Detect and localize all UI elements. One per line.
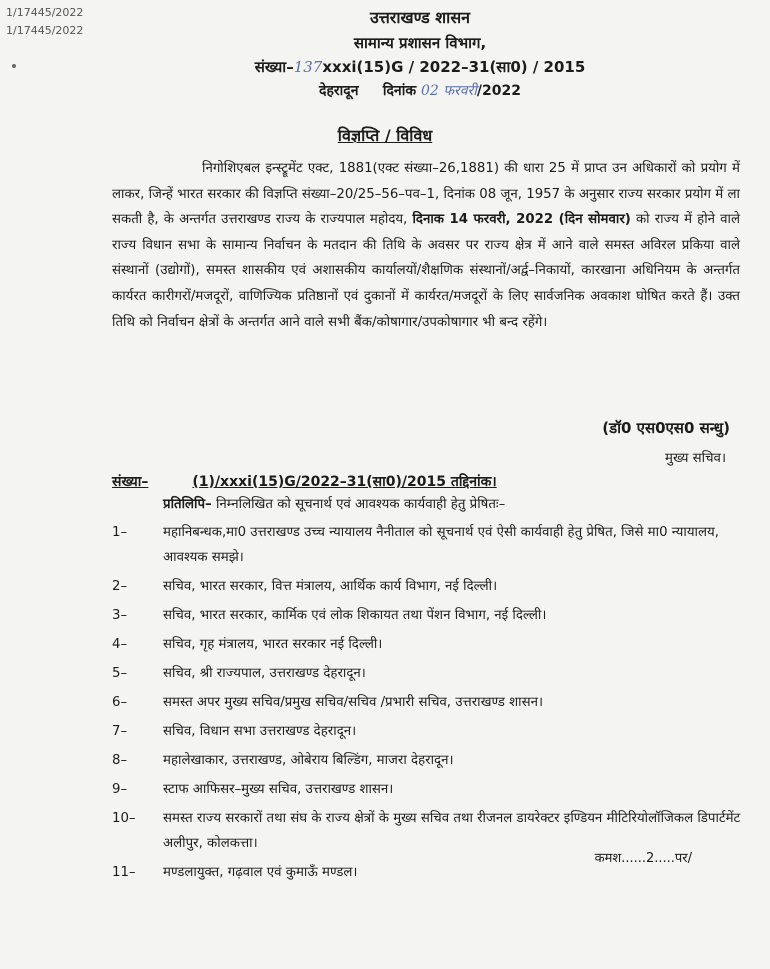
copy-label: प्रतिलिपि– — [163, 497, 212, 512]
copy-reference-line — [112, 472, 497, 491]
signatory-designation: मुख्य सचिव। — [665, 451, 726, 466]
date-year: /2022 — [476, 83, 521, 99]
date-handwritten: 02 फरवरी — [420, 83, 477, 99]
list-num: 11– — [112, 865, 136, 880]
list-text: समस्त राज्य सरकारों तथा संघ के राज्य क्षेत्रों के मुख्य सचिव तथा रीजनल डायरेक्टर इण्डियन मीटिरियोलॉजिकल डिपार्टमेंट अलीपुर, कोलकत्ता। — [163, 811, 741, 851]
reference-number — [230, 57, 610, 77]
list-text: सचिव, श्री राज्यपाल, उत्तराखण्ड देहरादून। — [163, 666, 366, 681]
side-ref-1: 1/17445/2022 — [6, 6, 84, 19]
list-item — [112, 748, 742, 773]
list-text: समस्त अपर मुख्य सचिव/प्रमुख सचिव/सचिव /प्रभारी सचिव, उत्तराखण्ड शासन। — [163, 695, 544, 710]
body-bold-date: दिनाक 14 फरवरी, 2022 (दिन सोमवार) — [412, 212, 631, 228]
list-num: 9– — [112, 782, 128, 797]
list-num: 1– — [112, 525, 128, 540]
notice-body — [112, 156, 740, 335]
list-text: मण्डलायुक्त, गढ़वाल एवं कुमाऊँ मण्डल। — [163, 865, 358, 880]
copy-text: निम्नलिखित को सूचनार्थ एवं आवश्यक कार्यवाही हेतु प्रेषितः– — [215, 497, 506, 512]
list-item — [112, 520, 742, 570]
list-num: 2– — [112, 579, 128, 594]
govt-heading: उत्तराखण्ड शासन — [369, 8, 471, 27]
list-num: 5– — [112, 666, 128, 681]
list-text: सचिव, भारत सरकार, वित्त मंत्रालय, आर्थिक कार्य विभाग, नई दिल्ली। — [163, 579, 498, 594]
list-num: 8– — [112, 753, 128, 768]
list-text: स्टाफ आफिसर–मुख्य सचिव, उत्तराखण्ड शासन। — [163, 782, 394, 797]
list-num: 4– — [112, 637, 128, 652]
continuation-note: कमश......2.....पर/ — [594, 851, 692, 866]
copy-to-line — [163, 494, 505, 512]
date-label: दिनांक — [382, 83, 417, 99]
copy-ref-text: (1)/xxxi(15)G/2022–31(सा0)/2015 तद्दिनांक। — [192, 474, 497, 490]
side-reference-numbers — [6, 4, 83, 40]
list-num: 7– — [112, 724, 128, 739]
list-item — [112, 574, 742, 599]
list-text: सचिव, भारत सरकार, कार्मिक एवं लोक शिकायत तथा पेंशन विभाग, नई दिल्ली। — [163, 608, 547, 623]
list-text: सचिव, गृह मंत्रालय, भारत सरकार नई दिल्ली। — [163, 637, 383, 652]
list-item — [112, 690, 742, 715]
copy-ref-label: संख्या– — [112, 474, 149, 490]
list-item — [112, 777, 742, 802]
ref-rest: xxxi(15)G / 2022–31(सा0) / 2015 — [322, 58, 586, 76]
list-num: 6– — [112, 695, 128, 710]
list-text: महालेखाकार, उत्तराखण्ड, ओबेराय बिल्डिंग, माजरा देहरादून। — [163, 753, 454, 768]
place: देहरादून — [319, 83, 359, 99]
ref-handwritten: 137 — [293, 58, 323, 76]
list-text: सचिव, विधान सभा उत्तराखण्ड देहरादून। — [163, 724, 357, 739]
list-item — [112, 632, 742, 657]
list-item — [112, 603, 742, 628]
distribution-list — [112, 520, 742, 889]
department-heading: सामान्य प्रशासन विभाग, — [353, 34, 487, 52]
body-part-2: को राज्य में होने वाले राज्य विधान सभा के सामान्य निर्वाचन के मतदान की तिथि के अवसर पर राज्य क्षेत्र में आने वाले समस्त अविरल प्रकिया वाले संस्थानों (उद्योगों), समस्त शासकीय एवं अशासकीय कार्यालयों/शैक्षणिक संस्थानों/अर्द्व–निकायों, कारखाना अधिनियम के अन्तर्गत कार्यरत कारीगरों/मजदूरों, वाणिज्यिक प्रतिष्ठानों एवं दुकानों में कार्यरत/मजदूरों के लिए सार्वजनिक अवकाश घोषित करते हैं। उक्त तिथि को निर्वाचन क्षेत्रों के अन्तर्गत आने वाले सभी बैंक/कोषागार/उपकोषागार भी बन्द रहेंगे। — [112, 212, 740, 330]
punch-mark — [12, 64, 16, 68]
list-text: महानिबन्धक,मा0 उत्तराखण्ड उच्च न्यायालय नैनीताल को सूचनार्थ एवं ऐसी कार्यवाही हेतु प्रेषित, जिसे मा0 न्यायालय, आवश्यक समझे। — [163, 525, 719, 565]
body-part-1: निगोशिएबल इन्स्ट्रूमेंट एक्ट, 1881(एक्ट संख्या–26,1881) की धारा 25 में प्राप्त उन अधिकारों को प्रयोग में लाकर, जिन्हें भारत सरकार की विज्ञप्ति संख्या–20/25–56–पव–1, दिनांक 08 जून, 1957 के अनुसार राज्य सरकार प्रयोग में ला सकती है, के अन्तर्गत उत्तराखण्ड राज्य के राज्यपाल महोदय, — [112, 161, 740, 228]
side-ref-2: 1/17445/2022 — [6, 24, 84, 37]
list-num: 10– — [112, 811, 136, 826]
list-num: 3– — [112, 608, 128, 623]
place-date-line — [230, 81, 610, 100]
list-item — [112, 661, 742, 686]
ref-prefix: संख्या– — [254, 58, 294, 76]
list-item — [112, 719, 742, 744]
notice-title: विज्ञप्ति / विविध — [337, 126, 433, 145]
signatory-name: (डॉ0 एस0एस0 सन्धु) — [602, 419, 730, 437]
